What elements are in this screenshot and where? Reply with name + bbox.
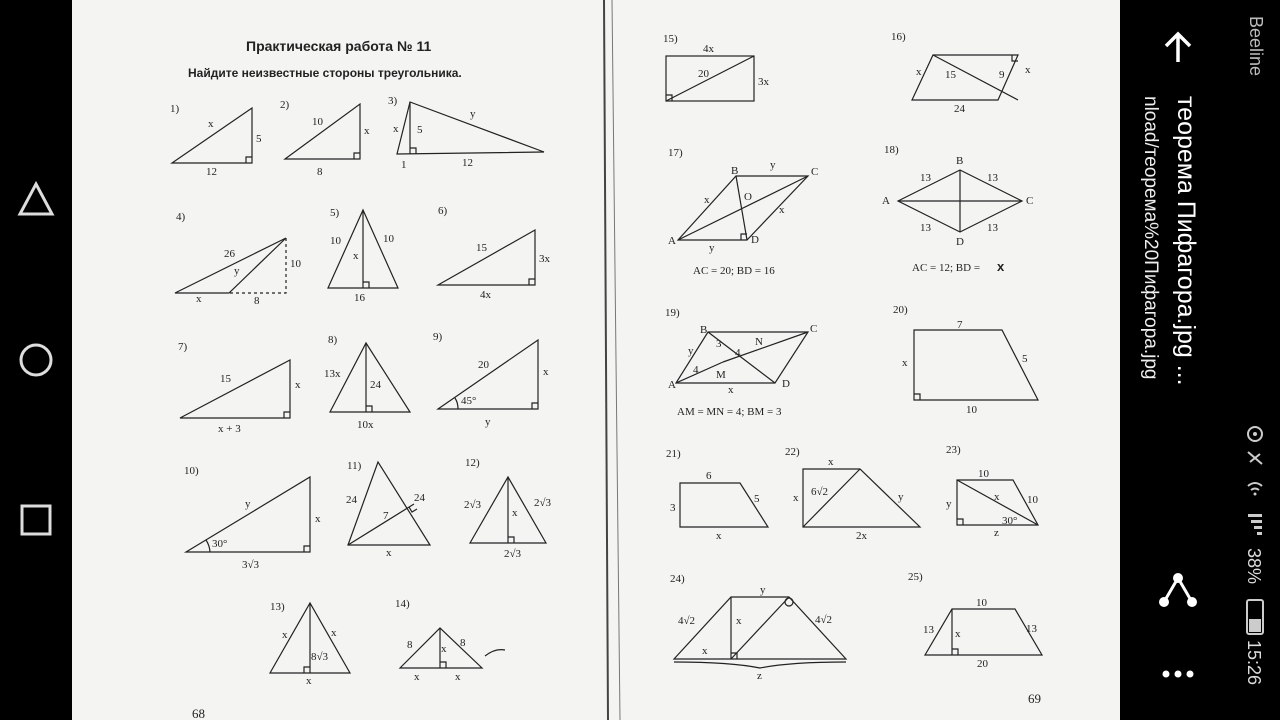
location-icon xyxy=(1248,427,1262,441)
side-label: 7 xyxy=(957,319,963,331)
file-title: теорема Пифагора.jpg ... xyxy=(1172,96,1200,386)
status-bar xyxy=(1230,0,1280,720)
side-label: x xyxy=(1025,64,1031,76)
side-label: 2√3 xyxy=(464,499,482,511)
side-label: 4√2 xyxy=(678,615,696,627)
side-label: 16 xyxy=(354,292,365,304)
angle-label: 30° xyxy=(1002,515,1018,527)
worksheet-subtitle: Найдите неизвестные стороны треугольника. xyxy=(188,66,462,80)
worksheet-figures xyxy=(72,0,1120,720)
side-label: y xyxy=(946,498,952,510)
angle-label: 30° xyxy=(212,538,228,550)
problem-number: 8) xyxy=(328,334,338,346)
side-label: x xyxy=(353,250,359,262)
side-label: 15 xyxy=(476,242,487,254)
side-label: 15 xyxy=(220,373,231,385)
side-label: 8√3 xyxy=(311,651,329,663)
side-label: 10 xyxy=(290,258,301,270)
side-label: x xyxy=(364,125,370,137)
problem-number: 19) xyxy=(665,307,680,319)
problem-number: 22) xyxy=(785,446,800,458)
side-label: 10 xyxy=(1027,494,1038,506)
side-label: 3 xyxy=(716,338,722,350)
side-label: 10 xyxy=(978,468,989,480)
status-icons xyxy=(1244,424,1266,504)
problem-number: 5) xyxy=(330,207,340,219)
side-label: x xyxy=(393,123,399,135)
problem-number: 13) xyxy=(270,601,285,613)
side-label: y xyxy=(770,159,776,171)
problem-number: 20) xyxy=(893,304,908,316)
battery-percent: 38% xyxy=(1244,548,1264,585)
side-label: 13 xyxy=(1026,623,1037,635)
side-label: 6√2 xyxy=(811,486,829,498)
document-image xyxy=(72,0,1120,720)
file-url: nload/теорема%20Пифагора.jpg xyxy=(1140,96,1161,380)
side-label: 13 xyxy=(920,222,931,234)
problem-number: 7) xyxy=(178,341,188,353)
vertex-label: A xyxy=(668,235,676,247)
side-label: z xyxy=(994,527,999,539)
side-label: 13x xyxy=(324,368,341,380)
signal-icon xyxy=(1246,512,1264,540)
side-label: y xyxy=(485,416,491,428)
side-label: 13 xyxy=(987,222,998,234)
side-label: x xyxy=(902,357,908,369)
side-label: 2√3 xyxy=(504,548,522,560)
side-label: x xyxy=(543,366,549,378)
problem-number: 6) xyxy=(438,205,448,217)
angle-label: 45° xyxy=(461,395,477,407)
problem-number: 10) xyxy=(184,465,199,477)
battery-icon xyxy=(1244,598,1266,636)
side-label: x xyxy=(331,627,337,639)
side-label: 24 xyxy=(370,379,381,391)
side-label: 10 xyxy=(966,404,977,416)
side-label: 26 xyxy=(224,248,235,260)
problem-number: 18) xyxy=(884,144,899,156)
arrow-up-back-icon[interactable] xyxy=(1158,28,1198,68)
side-label: y xyxy=(234,265,240,277)
side-label: 12 xyxy=(462,157,473,169)
problem-number: 1) xyxy=(170,103,180,115)
side-label: x xyxy=(512,507,518,519)
side-label: x xyxy=(716,530,722,542)
share-icon[interactable] xyxy=(1156,568,1200,612)
problem-number: 4) xyxy=(176,211,186,223)
side-label: x xyxy=(728,384,734,396)
vertex-label: C xyxy=(1026,195,1034,207)
side-label: x xyxy=(306,675,312,687)
side-label: 3√3 xyxy=(242,559,260,571)
side-label: 5 xyxy=(754,493,760,505)
vertex-label: C xyxy=(811,166,819,178)
problem-number: 16) xyxy=(891,31,906,43)
side-label: 4 xyxy=(735,347,741,359)
side-label: x xyxy=(455,671,461,683)
vertex-label: N xyxy=(755,336,763,348)
side-label: 3 xyxy=(670,502,676,514)
side-label: y xyxy=(760,584,766,596)
vertex-label: B xyxy=(700,324,708,336)
side-label: x xyxy=(441,643,447,655)
problem-number: 9) xyxy=(433,331,443,343)
side-label: 20 xyxy=(977,658,988,670)
side-label: 5 xyxy=(256,133,262,145)
side-label: 20 xyxy=(698,68,709,80)
condition-text: AC = 12; BD = xyxy=(912,262,981,274)
side-label: x xyxy=(386,547,392,559)
side-label: 5 xyxy=(417,124,423,136)
side-label: 8 xyxy=(407,639,413,651)
side-label: z xyxy=(757,670,762,682)
side-label: 20 xyxy=(478,359,489,371)
side-label: 2x xyxy=(856,530,867,542)
side-label: 24 xyxy=(346,494,357,506)
vertex-label: M xyxy=(716,369,726,381)
side-label: 10 xyxy=(312,116,323,128)
problem-number: 15) xyxy=(663,33,678,45)
side-label: 8 xyxy=(254,295,260,307)
side-label: 10 xyxy=(383,233,394,245)
wifi-icon xyxy=(1248,483,1262,496)
side-label: 10 xyxy=(330,235,341,247)
side-label: 24 xyxy=(414,492,425,504)
side-label: x xyxy=(828,456,834,468)
more-options-icon[interactable] xyxy=(1160,664,1196,684)
side-label: x xyxy=(196,293,202,305)
vertex-label: O xyxy=(744,191,752,203)
side-label: 5 xyxy=(1022,353,1028,365)
worksheet-title: Практическая работа № 11 xyxy=(246,38,432,54)
status-time: 15:26 xyxy=(1244,640,1264,686)
side-label: 12 xyxy=(206,166,217,178)
vertex-label: B xyxy=(956,155,964,167)
side-label: 6 xyxy=(706,470,712,482)
side-label: 8 xyxy=(460,637,466,649)
problem-number: 12) xyxy=(465,457,480,469)
side-label: 13 xyxy=(987,172,998,184)
side-label: 8 xyxy=(317,166,323,178)
carrier-name: Beeline xyxy=(1246,16,1266,77)
side-label: x xyxy=(736,615,742,627)
side-label: x xyxy=(702,645,708,657)
side-label: 1 xyxy=(401,159,407,171)
android-nav-bar xyxy=(0,0,72,720)
vertex-label: A xyxy=(668,379,676,391)
condition-text: AC = 20; BD = 16 xyxy=(693,265,775,277)
side-label: x xyxy=(704,194,710,206)
side-label: x xyxy=(315,513,321,525)
problem-number: 2) xyxy=(280,99,290,111)
problem-number: 24) xyxy=(670,573,685,585)
side-label: 3x xyxy=(539,253,550,265)
side-label: x + 3 xyxy=(218,423,241,435)
back-icon[interactable] xyxy=(10,174,62,226)
problem-number: 23) xyxy=(946,444,961,456)
vertex-label: D xyxy=(782,378,790,390)
side-label: 13 xyxy=(923,624,934,636)
side-label: 4 xyxy=(693,364,699,376)
side-label: 4x xyxy=(703,43,714,55)
side-label: 10 xyxy=(976,597,987,609)
handwritten-mark: x xyxy=(997,259,1005,274)
vertex-label: C xyxy=(810,323,818,335)
side-label: x xyxy=(208,118,214,130)
side-label: 2√3 xyxy=(534,497,552,509)
side-label: y xyxy=(470,108,476,120)
condition-text: AM = MN = 4; BM = 3 xyxy=(677,406,782,418)
side-label: 3x xyxy=(758,76,769,88)
side-label: 4x xyxy=(480,289,491,301)
side-label: x xyxy=(994,491,1000,503)
side-label: y xyxy=(245,498,251,510)
side-label: x xyxy=(779,204,785,216)
side-label: 4√2 xyxy=(815,614,833,626)
vertex-label: D xyxy=(751,234,759,246)
vertex-label: B xyxy=(731,165,739,177)
side-label: 15 xyxy=(945,69,956,81)
recents-icon[interactable] xyxy=(10,494,62,546)
side-label: 9 xyxy=(999,69,1005,81)
problem-number: 21) xyxy=(666,448,681,460)
side-label: y xyxy=(709,242,715,254)
side-label: 7 xyxy=(383,510,389,522)
page-number-right: 69 xyxy=(1028,691,1041,706)
problem-number: 3) xyxy=(388,95,398,107)
side-label: 24 xyxy=(954,103,965,115)
side-label: 13 xyxy=(920,172,931,184)
side-label: x xyxy=(282,629,288,641)
side-label: x xyxy=(295,379,301,391)
side-label: y xyxy=(688,345,694,357)
problem-number: 25) xyxy=(908,571,923,583)
side-label: x xyxy=(414,671,420,683)
home-icon[interactable] xyxy=(10,334,62,386)
side-label: y xyxy=(898,491,904,503)
side-label: x xyxy=(916,66,922,78)
vertex-label: D xyxy=(956,236,964,248)
vertex-label: A xyxy=(882,195,890,207)
page-number-left: 68 xyxy=(192,706,205,720)
mute-icon xyxy=(1248,452,1262,464)
side-label: x xyxy=(955,628,961,640)
problem-number: 14) xyxy=(395,598,410,610)
problem-number: 17) xyxy=(668,147,683,159)
side-label: 10x xyxy=(357,419,374,431)
problem-number: 11) xyxy=(347,460,362,472)
side-label: x xyxy=(793,492,799,504)
